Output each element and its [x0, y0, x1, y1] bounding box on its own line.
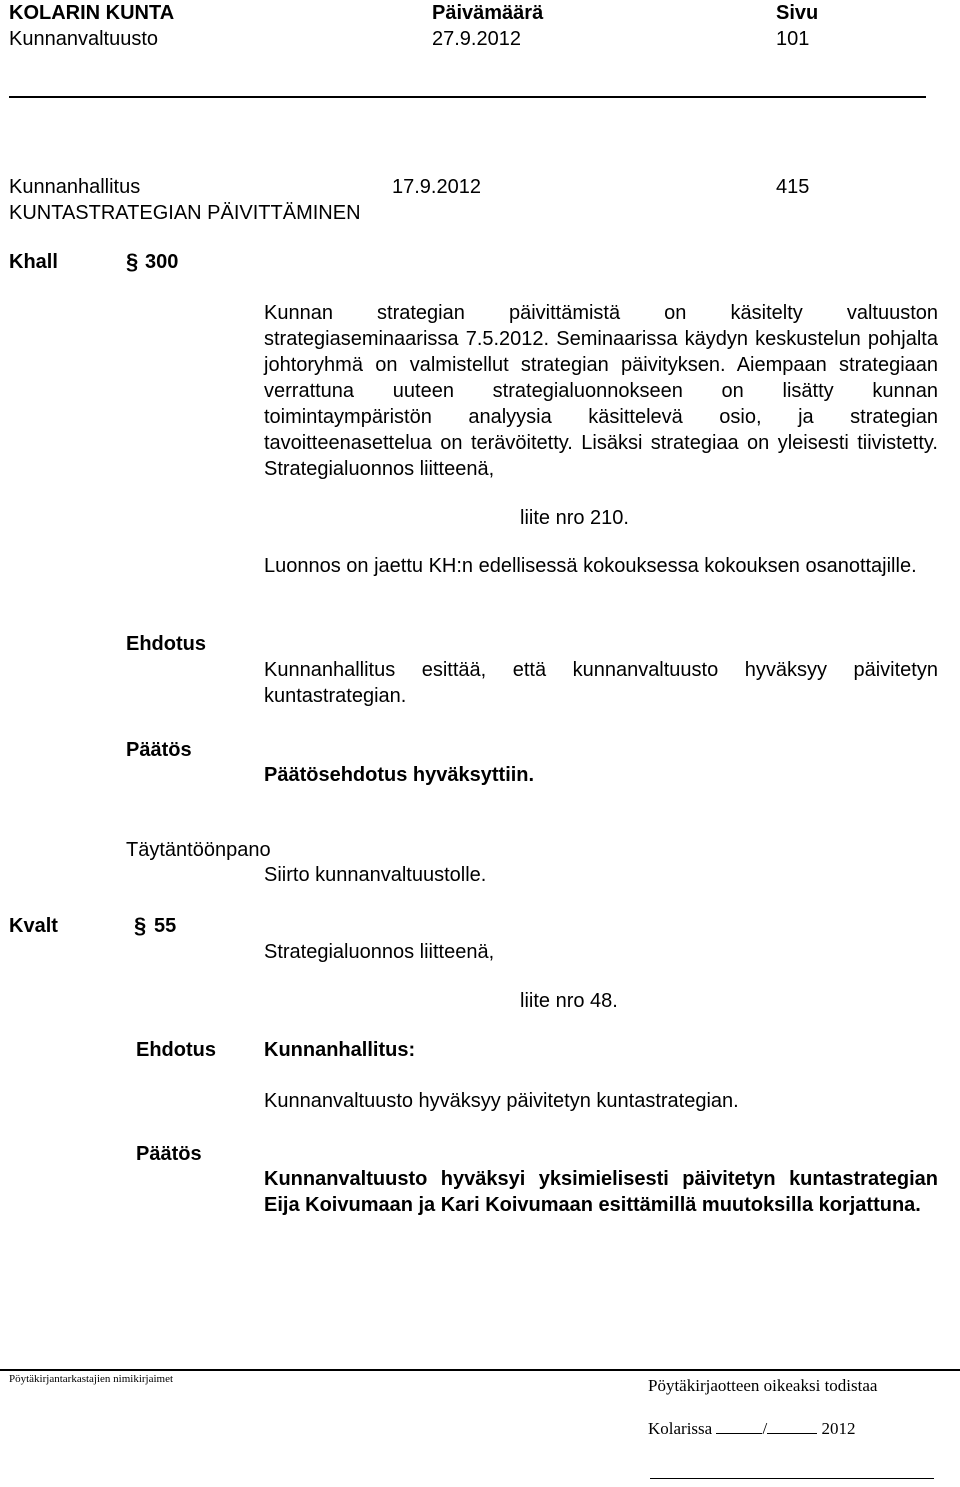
note-paragraph: Luonnos on jaettu KH:n edellisessä kokouksessa kokouksen osanottajille. [264, 555, 917, 577]
year: 2012 [821, 1419, 856, 1438]
body-name: Kunnanvaltuusto [9, 28, 159, 50]
inspectors-label: Pöytäkirjantarkastajien nimikirjaimet [9, 1373, 174, 1385]
item-title: KUNTASTRATEGIAN PÄIVITTÄMINEN [9, 202, 361, 224]
council-attachment-intro: Strategialuonnos liitteenä, [264, 941, 495, 963]
place: Kolarissa [648, 1419, 713, 1438]
certified-label: Pöytäkirjaotteen oikeaksi todistaa [648, 1376, 878, 1395]
council-paatos-text: Kunnanvaltuusto hyväksyi yksimielisesti päivitetyn kuntastrategian Eija Koivumaan ja Kari Koivumaan esittämillä muutoksilla korjattuna. [264, 1168, 938, 1216]
council-ehdotus-label: Ehdotus [136, 1039, 216, 1061]
signature-line [648, 1418, 855, 1440]
taytantoonpano-text: Siirto kunnanvaltuustolle. [264, 864, 487, 886]
day-blank [716, 1433, 762, 1434]
page-number: 101 [776, 28, 810, 50]
section-sign-icon: § [126, 249, 139, 274]
paatos-text: Päätösehdotus hyväksyttiin. [264, 764, 535, 786]
date-label: Päivämäärä [432, 2, 544, 24]
ehdotus-label: Ehdotus [126, 633, 206, 655]
ehdotus-text: Kunnanhallitus esittää, että kunnanvaltuusto hyväksyy päivitetyn kuntastrategian. [264, 659, 938, 707]
header-divider [9, 96, 926, 98]
section-sign-icon: § [134, 913, 147, 938]
board-date: 17.9.2012 [392, 176, 481, 198]
council-attachment-ref: liite nro 48. [520, 990, 618, 1012]
kvalt-section: 55 [154, 915, 177, 937]
khall-section: 300 [145, 251, 179, 273]
taytantoonpano-label: Täytäntöönpano [126, 839, 271, 861]
khall-label: Khall [9, 251, 58, 273]
date-separator: / [762, 1419, 768, 1438]
council-ehdotus-text: Kunnanvaltuusto hyväksyy päivitetyn kuntastrategian. [264, 1090, 739, 1112]
intro-paragraph: Kunnan strategian päivittämistä on käsitelty valtuuston strategiaseminaarissa 7.5.2012. Seminaarissa käydyn keskustelun pohjalta johtoryhmä on valmistellut strategian päivityksen. Aiempaan strategiaan verrattuna uuteen strategialuonnokseen on lisätty kunnan toimintaympäristön analyysia käsittelevä osio, ja strategian tavoitteenasettelua on terävöitetty. Lisäksi strategiaa on yleisesti tiivistetty. Strategialuonnos liitteenä, [264, 302, 938, 480]
meeting-date: 27.9.2012 [432, 28, 521, 50]
council-paatos-label: Päätös [136, 1143, 202, 1165]
board-section-number: 415 [776, 176, 810, 198]
paatos-label: Päätös [126, 739, 192, 761]
board-name: Kunnanhallitus [9, 176, 141, 198]
council-ehdotus-by: Kunnanhallitus: [264, 1039, 416, 1061]
signature-blank-line [650, 1478, 934, 1479]
month-blank [767, 1433, 817, 1434]
page-label: Sivu [776, 2, 819, 24]
org-name: KOLARIN KUNTA [9, 2, 175, 24]
attachment-ref: liite nro 210. [520, 507, 629, 529]
footer-divider [0, 1369, 960, 1371]
kvalt-label: Kvalt [9, 915, 58, 937]
